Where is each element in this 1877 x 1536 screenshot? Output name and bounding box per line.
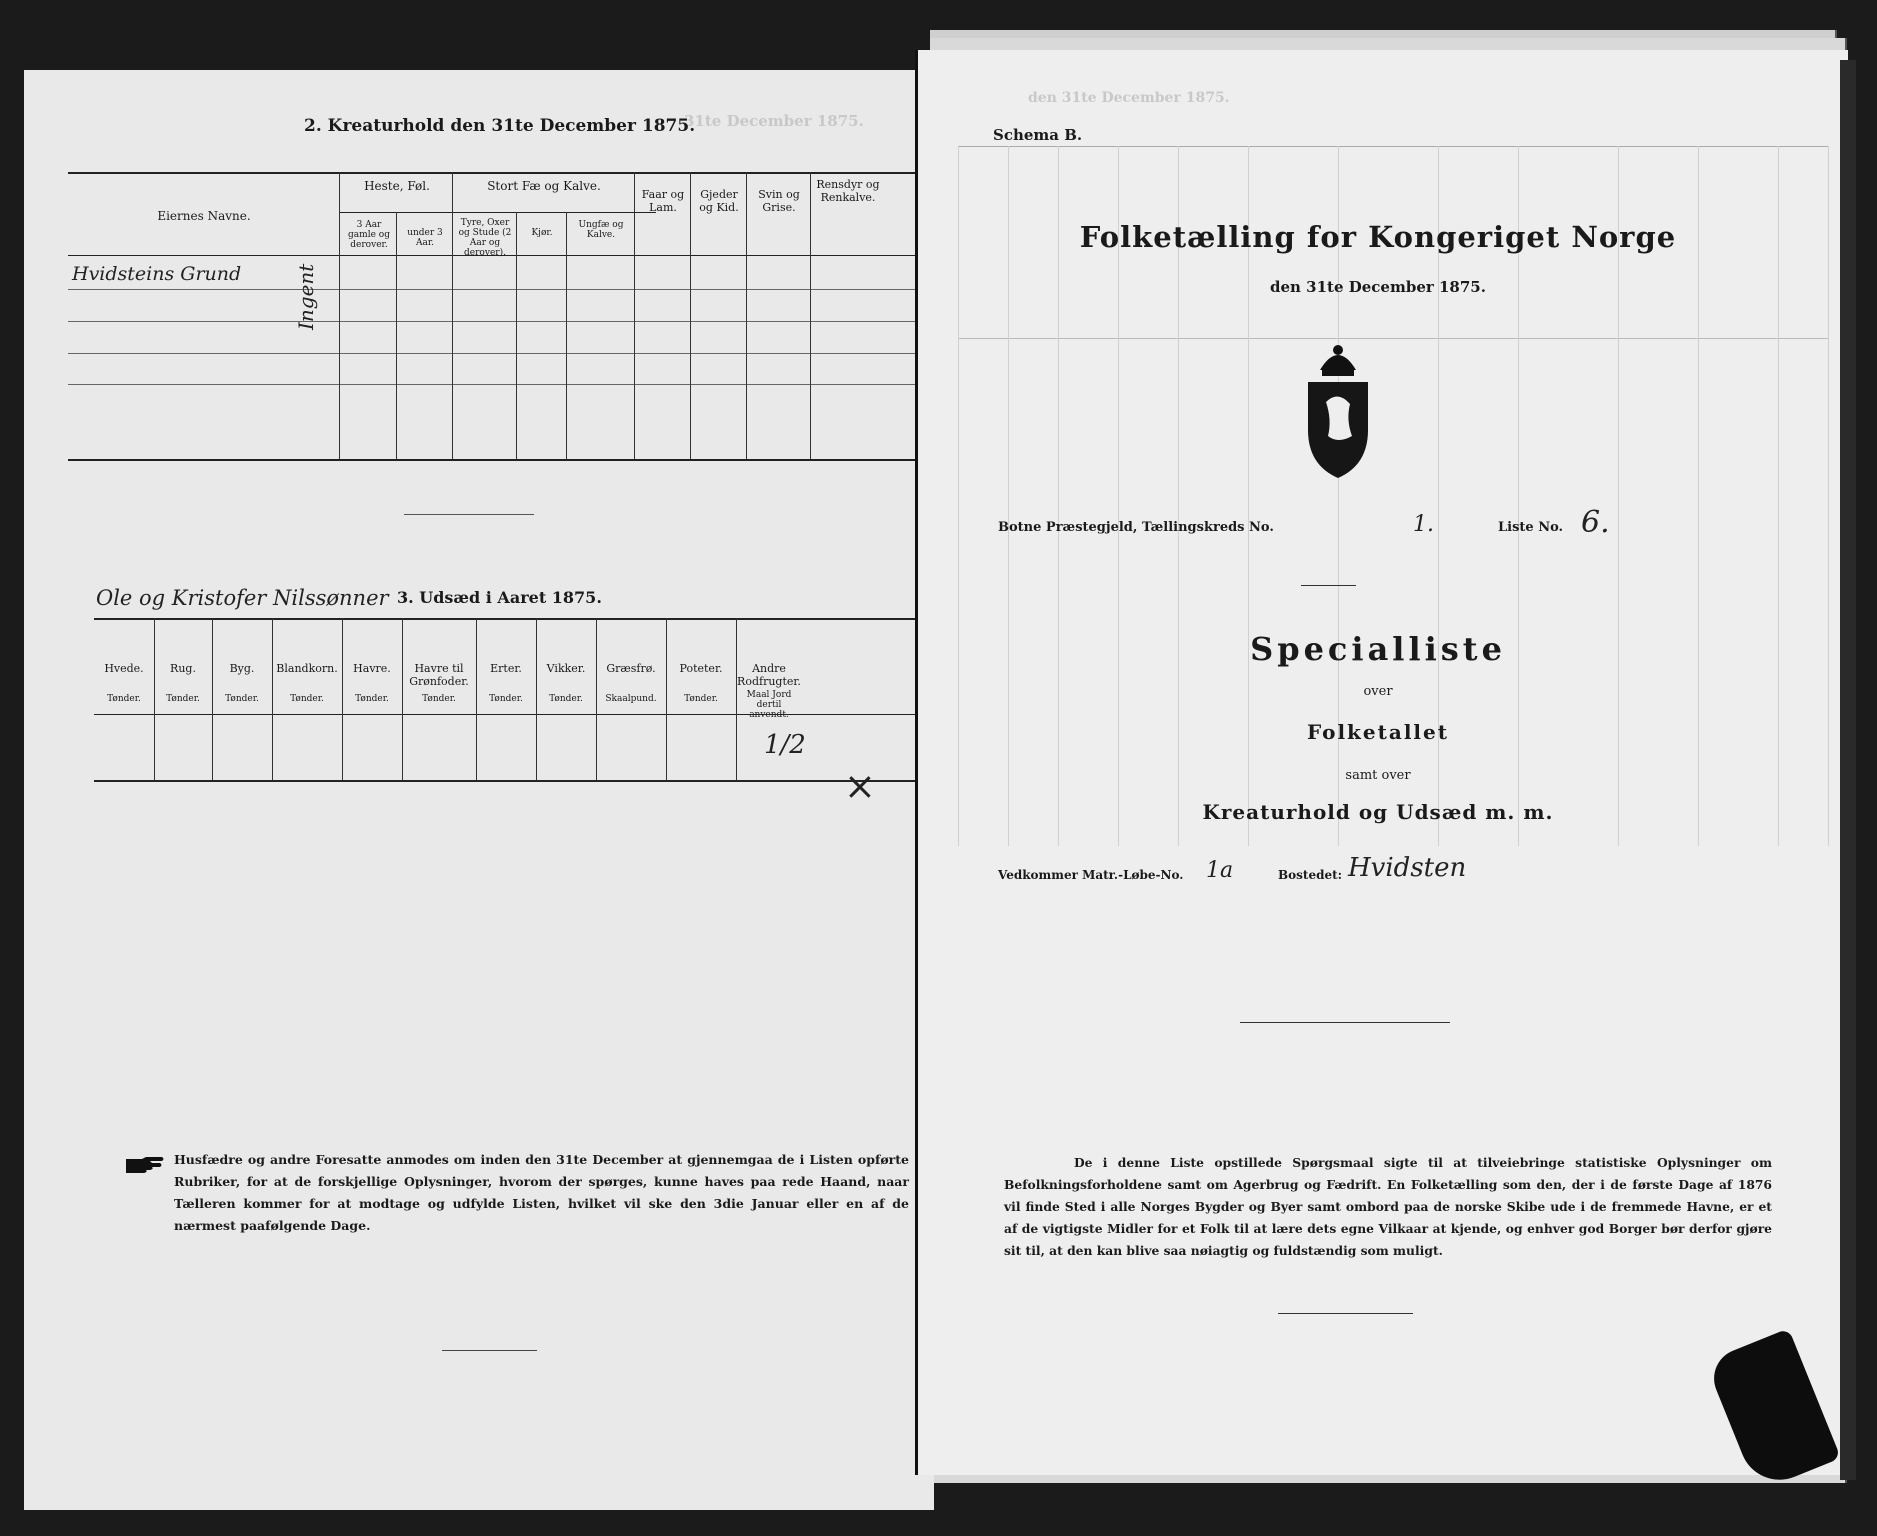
table2-col-rule [746, 172, 747, 459]
matr-label: Vedkommer Matr.-Løbe-No. [998, 868, 1184, 882]
intro-text: De i denne Liste opstillede Spørgsmaal sigte til at tilveiebringe statistiske Oplysninger om Befolkningsforholdene samt om Agerbrug og Fædrift. En Folketælling som den, der i de første Dage af 1876 vil finde Sted i alle Norges Bygder og Byer samt ombord paa de norske Skibe ude i de fremmede Havne, er et af de vigtigste Midler for et Folk til at lære dets egne Vilkaar at kjende, og enhver god Borger bør derfor gjøre sit til, at den kan blive saa nøiagtig og fuldstændig som muligt. [1004, 1155, 1772, 1258]
udsaed-col-header: Poteter. [679, 662, 723, 675]
udsaed-col-header: Byg. [229, 662, 255, 675]
table2-row-rule [68, 289, 923, 290]
table2-col-rule [634, 172, 635, 459]
main-title: Folketælling for Kongeriget Norge [1079, 220, 1677, 254]
table2-col-rule [396, 212, 397, 459]
udsaed-col-header: Blandkorn. [276, 662, 338, 675]
section3-title: 3. Udsæd i Aaret 1875. [397, 588, 602, 607]
table2-col-rule [566, 212, 567, 459]
table2-col-rule [452, 172, 453, 459]
udsaed-col-header: Andre Rodfrugter. [737, 662, 801, 688]
ghost-grid-line [1778, 146, 1779, 846]
table3-top-rule [94, 618, 926, 620]
col-header-stort-sub2: Kjør. [531, 228, 553, 238]
table3-col-rule [212, 618, 213, 780]
udsaed-col-header: Græsfrø. [606, 662, 656, 675]
table2-row-rule [68, 321, 923, 322]
table3-col-rule [154, 618, 155, 780]
col-header-gjeder: Gjeder og Kid. [699, 188, 739, 214]
table2-top-rule [68, 172, 923, 174]
short-divider [1301, 585, 1356, 586]
col-header-stort-sub3: Ungfæ og Kalve. [578, 220, 624, 240]
page-stack-edge [1840, 60, 1856, 1480]
table3-col-rule [342, 618, 343, 780]
cross-mark: × [844, 764, 876, 808]
udsaed-col-header: Havre til Grønfoder. [409, 662, 469, 688]
udsaed-col-unit: Tønder. [166, 694, 200, 704]
table3-col-rule [402, 618, 403, 780]
ghost-grid-line [958, 146, 959, 846]
table2-bottom-rule [68, 459, 923, 461]
section2-title: 2. Kreaturhold den 31te December 1875. [304, 116, 696, 136]
col-header-svin: Svin og Grise. [758, 188, 800, 214]
liste-no-handwritten: 6. [1581, 505, 1610, 540]
coat-of-arms-icon [1298, 340, 1378, 480]
schema-label: Schema B. [993, 126, 1083, 144]
table2-col-rule [690, 172, 691, 459]
udsaed-col-header: Havre. [353, 662, 391, 675]
col-header-faar: Faar og Lam. [641, 188, 685, 214]
table3-col-rule [272, 618, 273, 780]
udsaed-col-header: Erter. [490, 662, 522, 675]
pointing-hand-icon [124, 1155, 166, 1173]
col-header-owner: Eiernes Navne. [157, 209, 251, 223]
table3-col-rule [536, 618, 537, 780]
matr-value-handwritten: 1a [1206, 858, 1234, 883]
table2-row-rule [68, 353, 923, 354]
short-divider [404, 514, 534, 515]
col-header-stort-sub1: Tyre, Oxer og Stude (2 Aar og derover). [458, 218, 512, 258]
udsaed-col-unit: Maal Jord dertil anvendt. [746, 690, 792, 720]
entry-mark-handwritten: Ingent [294, 263, 318, 330]
udsaed-col-unit: Tønder. [684, 694, 718, 704]
entry-owner-handwritten: Hvidsteins Grund [72, 263, 242, 285]
left-page [24, 70, 934, 1510]
census-date: den 31te December 1875. [1270, 278, 1486, 296]
udsaed-col-unit: Skaalpund. [605, 694, 657, 704]
poteter-value-handwritten: 1/2 [764, 730, 806, 760]
udsaed-col-unit: Tønder. [290, 694, 324, 704]
liste-label: Liste No. [1498, 520, 1564, 535]
col-header-heste: Heste, Føl. [364, 179, 430, 193]
table3-col-rule [666, 618, 667, 780]
bosted-label: Bostedet: [1278, 868, 1343, 882]
udsaed-col-header: Hvede. [104, 662, 144, 675]
notice-text: Husfædre og andre Foresatte anmodes om inden den 31te December at gjennemgaa de i Listen opførte Rubriker, for at de forskjellige Oplysninger, hvorom der spørges, kunne haves paa rede Haand, naar Tælleren kommer for at modtage og udfylde Listen, hvilket vil ske den 3die Januar eller en af de nærmest paafølgende Dage. [174, 1152, 909, 1233]
col-header-heste-sub1: 3 Aar gamle og derover. [348, 220, 390, 250]
kreaturhold-heading: Kreaturhold og Udsæd m. m. [1202, 800, 1554, 824]
ghost-header: den 31te December 1875. [1028, 90, 1230, 106]
udsaed-col-header: Rug. [170, 662, 196, 675]
col-header-stortfae: Stort Fæ og Kalve. [487, 179, 601, 193]
folketallet-heading: Folketallet [1307, 720, 1449, 744]
right-page [915, 50, 1848, 1475]
col-header-rensdyr: Rensdyr og Renkalve. [816, 178, 880, 204]
kreds-no-handwritten: 1. [1413, 512, 1434, 537]
table2-col-rule [339, 172, 340, 459]
udsaed-col-unit: Tønder. [549, 694, 583, 704]
ghost-grid-line [1828, 146, 1829, 846]
table3-col-rule [476, 618, 477, 780]
udsaed-col-unit: Tønder. [225, 694, 259, 704]
udsaed-col-unit: Tønder. [422, 694, 456, 704]
ghost-header: 31te December 1875. [684, 112, 864, 130]
bosted-value-handwritten: Hvidsten [1348, 853, 1467, 883]
udsaed-col-unit: Tønder. [489, 694, 523, 704]
divider [1240, 1022, 1450, 1023]
specialliste-heading: Specialliste [1250, 630, 1506, 668]
table2-col-rule [516, 212, 517, 459]
heste-group-rule [339, 212, 476, 213]
table3-col-rule [596, 618, 597, 780]
bottom-divider [1278, 1313, 1413, 1314]
table2-col-rule [810, 172, 811, 459]
udsaed-col-unit: Tønder. [355, 694, 389, 704]
prestegjeld-label: Botne Præstegjeld, Tællingskreds No. [998, 520, 1274, 535]
udsaed-col-unit: Tønder. [107, 694, 141, 704]
section3-owner-handwritten: Ole og Kristofer Nilssønner [96, 586, 389, 610]
table3-bottom-rule [94, 780, 926, 782]
over-text: over [1363, 684, 1393, 699]
table2-row-rule [68, 384, 923, 385]
samt-over-text: samt over [1345, 768, 1411, 783]
bottom-divider [442, 1350, 537, 1351]
udsaed-col-header: Vikker. [546, 662, 586, 675]
col-header-heste-sub2: under 3 Aar. [407, 228, 443, 248]
table3-col-rule [736, 618, 737, 780]
